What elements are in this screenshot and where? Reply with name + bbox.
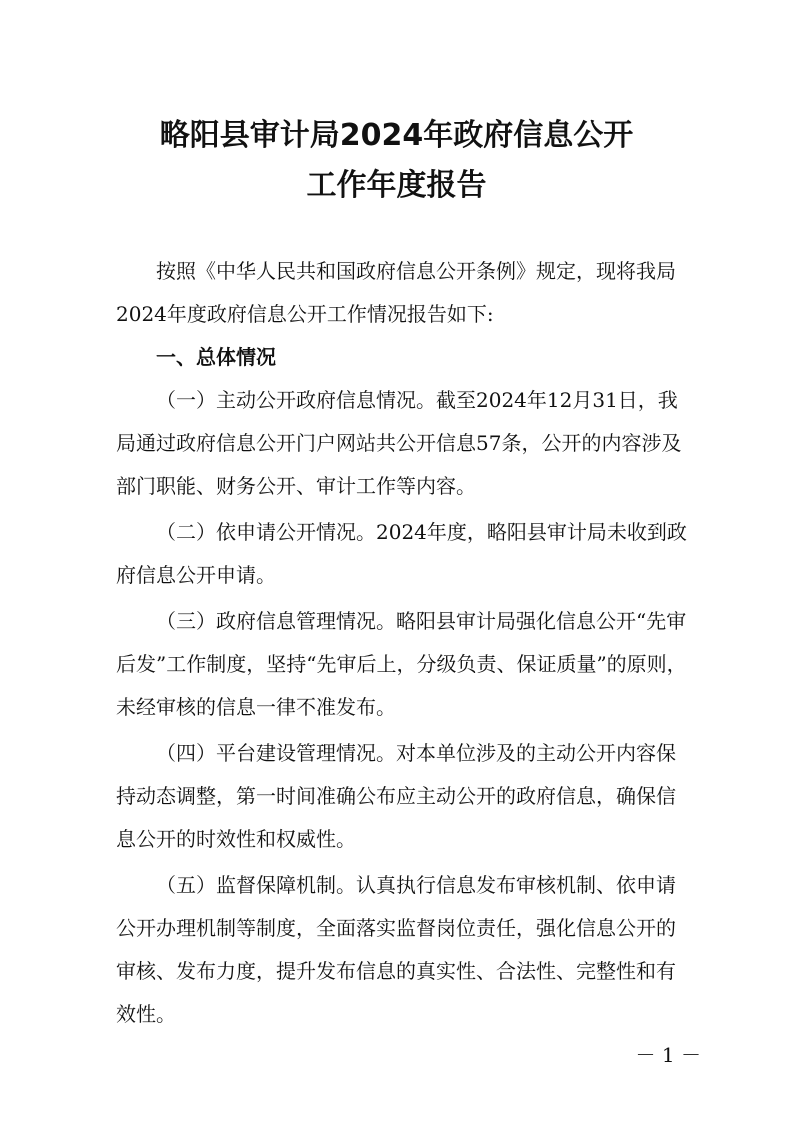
document-title-line-1: 略阳县审计局2024年政府信息公开 [159, 118, 634, 153]
paragraph-line: 府信息公开申请。 [116, 563, 276, 587]
intro-line: 2024年度政府信息公开工作情况报告如下: [116, 302, 494, 326]
page-number: － 1 － [635, 1043, 701, 1067]
paragraph-proactive-disclosure [116, 379, 710, 508]
paragraph-line: 部门职能、财务公开、审计工作等内容。 [116, 474, 476, 498]
document-body [116, 250, 710, 1036]
paragraph-line: （五）监督保障机制。认真执行信息发布审核机制、依申请 [156, 873, 676, 897]
paragraph-supervision-mechanism [116, 864, 710, 1036]
paragraph-line: 公开办理机制等制度，全面落实监督岗位责任，强化信息公开的 [116, 916, 676, 940]
intro-paragraph [116, 250, 710, 336]
paragraph-line: （四）平台建设管理情况。对本单位涉及的主动公开内容保 [156, 741, 676, 765]
paragraph-line: （二）依申请公开情况。2024年度，略阳县审计局未收到政 [156, 520, 687, 544]
paragraph-line: （一）主动公开政府信息情况。截至2024年12月31日，我 [156, 388, 678, 412]
document-title-line-2: 工作年度报告 [306, 168, 487, 203]
paragraph-platform-management [116, 732, 710, 861]
paragraph-line: 审核、发布力度，提升发布信息的真实性、合法性、完整性和有 [116, 959, 676, 983]
paragraph-request-disclosure [116, 511, 710, 597]
paragraph-line: 后发”工作制度，坚持“先审后上，分级负责、保证质量”的原则， [116, 652, 687, 676]
paragraph-line: 息公开的时效性和权威性。 [116, 827, 356, 851]
paragraph-line: 局通过政府信息公开门户网站共公开信息57条，公开的内容涉及 [116, 431, 682, 455]
paragraph-line: 持动态调整，第一时间准确公布应主动公开的政府信息，确保信 [116, 784, 676, 808]
intro-line: 按照《中华人民共和国政府信息公开条例》规定，现将我局 [156, 259, 676, 283]
paragraph-line: 效性。 [116, 1002, 176, 1026]
section-heading-overview: 一、总体情况 [156, 345, 276, 369]
paragraph-line: （三）政府信息管理情况。略阳县审计局强化信息公开“先审 [156, 609, 687, 633]
paragraph-line: 未经审核的信息一律不准发布。 [116, 695, 396, 719]
paragraph-information-management [116, 600, 710, 729]
